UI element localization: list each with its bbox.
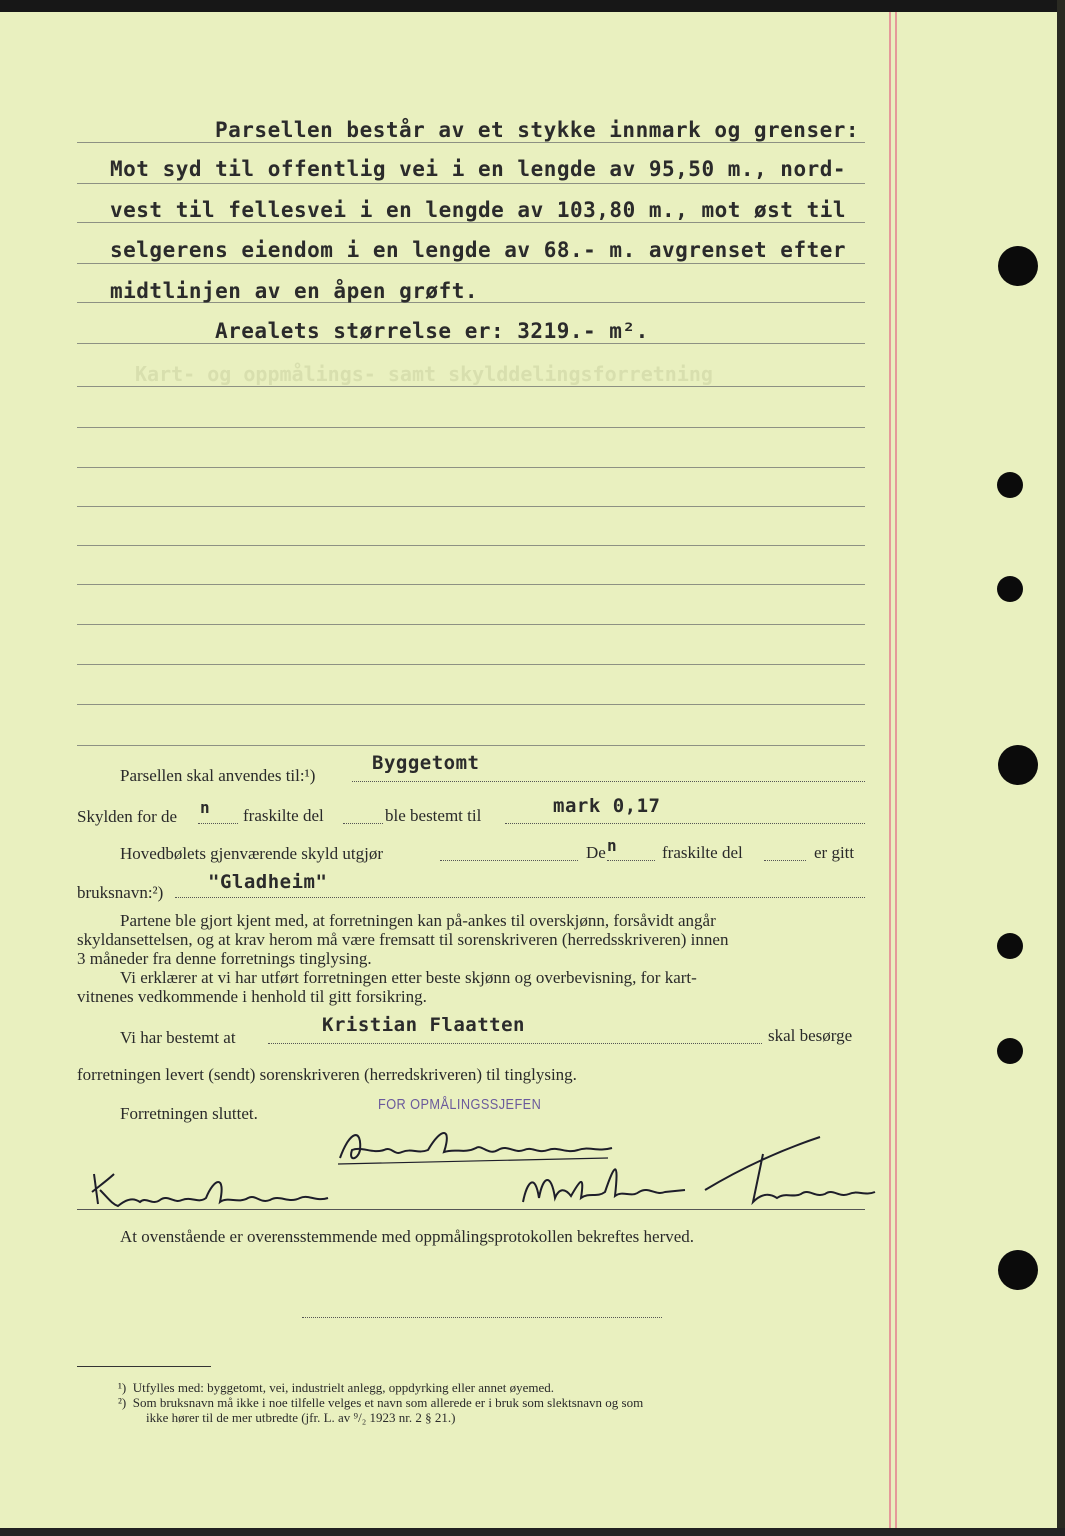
ruled-line bbox=[77, 545, 865, 546]
para2-line2: vitnenes vedkommende i henhold til gitt forsikring. bbox=[77, 987, 427, 1006]
sluttet-line: Forretningen sluttet. bbox=[120, 1104, 258, 1123]
hoved-label: Hovedbølets gjenværende skyld utgjør bbox=[120, 844, 383, 863]
attest-line: At ovenstående er overensstemmende med oppmålingsprotokollen bekreftes herved. bbox=[120, 1227, 695, 1246]
ruled-line bbox=[77, 343, 865, 344]
ruled-line bbox=[77, 142, 865, 143]
ruled-line bbox=[77, 745, 865, 746]
skylden-value: mark 0,17 bbox=[553, 795, 661, 817]
punch-hole bbox=[998, 745, 1038, 785]
ruled-line bbox=[77, 467, 865, 468]
ruled-line bbox=[77, 704, 865, 705]
signature-line bbox=[77, 1209, 865, 1210]
footnote-2-line1: ²) Som bruksnavn må ikke i noe tilfelle velges et navn som allerede er i bruk som slektsnavn og som bbox=[118, 1395, 644, 1410]
typed-line-4: selgerens eiendom i en lengde av 68.- m. avgrenset efter bbox=[110, 238, 847, 262]
hoved-de: De bbox=[586, 843, 606, 862]
official-stamp: FOR OPMÅLINGSSJEFEN bbox=[378, 1096, 542, 1113]
hoved-mid: fraskilte del bbox=[662, 843, 743, 862]
scan-bottom-edge bbox=[0, 1528, 1065, 1536]
dotted-line bbox=[343, 822, 383, 824]
anvendes-label: Parsellen skal anvendes til:¹) bbox=[120, 766, 316, 785]
dotted-line bbox=[764, 859, 806, 861]
para2-line1: Vi erklærer at vi har utført forretningen etter beste skjønn og overbevisning, for kart- bbox=[120, 968, 697, 987]
anvendes-value: Byggetomt bbox=[372, 752, 480, 774]
skylden-mid: fraskilte del bbox=[243, 806, 324, 825]
dotted-line bbox=[302, 1316, 662, 1318]
footnote-2-line2: ikke hører til de mer utbredte (jfr. L. av ⁹/₂ 1923 nr. 2 § 21.) bbox=[146, 1410, 456, 1425]
punch-hole bbox=[998, 246, 1038, 286]
typed-line-2: Mot syd til offentlig vei i en lengde av 95,50 m., nord- bbox=[110, 157, 847, 181]
punch-hole bbox=[997, 1038, 1023, 1064]
punch-hole bbox=[997, 576, 1023, 602]
punch-hole bbox=[997, 472, 1023, 498]
dotted-line bbox=[607, 859, 655, 861]
bestemt-end: skal besørge bbox=[768, 1026, 853, 1045]
typed-line-1: Parsellen består av et stykke innmark og grenser: bbox=[215, 118, 860, 142]
typed-line-5: midtlinjen av en åpen grøft. bbox=[110, 279, 479, 303]
dotted-line bbox=[268, 1042, 762, 1044]
signature-2 bbox=[88, 1168, 338, 1213]
punch-hole bbox=[997, 933, 1023, 959]
scan-right-edge bbox=[1057, 0, 1065, 1536]
footnote-1: ¹) Utfylles med: byggetomt, vei, industrielt anlegg, oppdyrking eller annet øyemed. bbox=[118, 1380, 555, 1395]
margin-line bbox=[889, 12, 891, 1528]
bruksnavn-label: bruksnavn:²) bbox=[77, 883, 164, 902]
skylden-n: n bbox=[200, 798, 211, 817]
bleed-through-text: Kart- og oppmålings- samt skylddelingsforretning bbox=[135, 362, 713, 386]
punch-hole bbox=[998, 1250, 1038, 1290]
footnote-rule bbox=[77, 1366, 211, 1367]
para1-line2: skyldansettelsen, og at krav herom må være fremsatt til sorenskriveren (herredsskriveren) innen bbox=[77, 930, 729, 949]
dotted-line bbox=[198, 822, 238, 824]
skylden-label: Skylden for de bbox=[77, 807, 178, 826]
bruksnavn-value: "Gladheim" bbox=[208, 871, 328, 893]
ruled-line bbox=[77, 386, 865, 387]
dotted-line bbox=[175, 896, 865, 898]
ruled-line bbox=[77, 183, 865, 184]
dotted-line bbox=[352, 780, 865, 782]
typed-line-3: vest til fellesvei i en lengde av 103,80 m., mot øst til bbox=[110, 198, 847, 222]
signature-3 bbox=[515, 1132, 880, 1212]
scan-top-edge bbox=[0, 0, 1065, 12]
margin-line bbox=[895, 12, 897, 1528]
ruled-line bbox=[77, 427, 865, 428]
skylden-bestemt: ble bestemt til bbox=[385, 806, 482, 825]
dotted-line bbox=[505, 822, 865, 824]
dotted-line bbox=[440, 859, 578, 861]
ruled-line bbox=[77, 506, 865, 507]
ruled-line bbox=[77, 584, 865, 585]
hoved-end: er gitt bbox=[814, 843, 855, 862]
ruled-line bbox=[77, 624, 865, 625]
bestemt-value: Kristian Flaatten bbox=[322, 1014, 525, 1036]
levert-line: forretningen levert (sendt) sorenskriveren (herredskriveren) til tinglysing. bbox=[77, 1065, 577, 1084]
ruled-line bbox=[77, 222, 865, 223]
ruled-line bbox=[77, 263, 865, 264]
ruled-line bbox=[77, 664, 865, 665]
bestemt-label: Vi har bestemt at bbox=[120, 1028, 236, 1047]
para1-line1: Partene ble gjort kjent med, at forretningen kan på-ankes til overskjønn, forsåvidt angår bbox=[120, 911, 716, 930]
typed-line-6: Arealets størrelse er: 3219.- m². bbox=[215, 319, 649, 343]
para1-line3: 3 måneder fra denne forretnings tinglysing. bbox=[77, 949, 372, 968]
hoved-n: n bbox=[607, 836, 618, 855]
